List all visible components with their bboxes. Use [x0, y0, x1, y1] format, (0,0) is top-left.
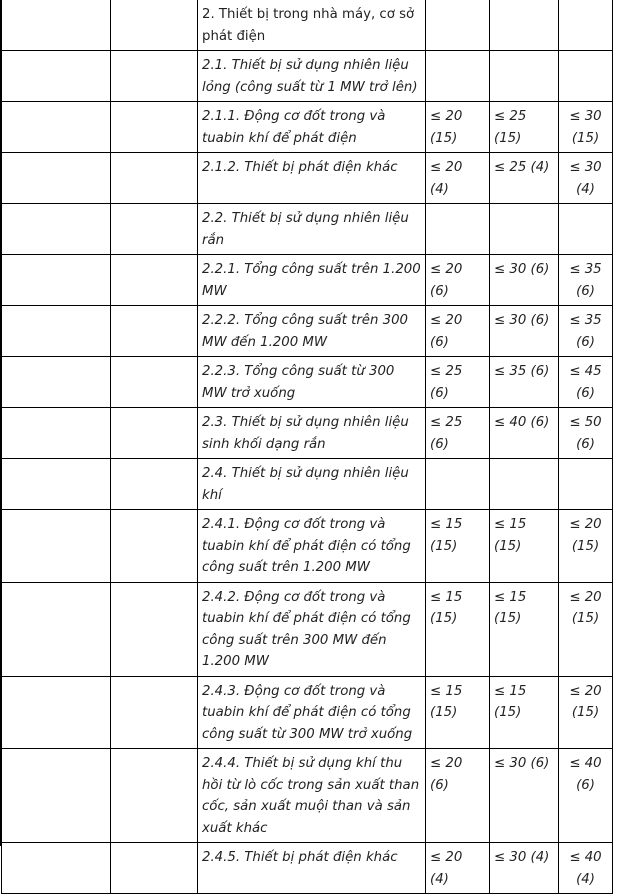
limit-value-a: ≤ 15 (15) — [426, 676, 490, 749]
empty-cell-col1 — [2, 408, 111, 459]
limit-value-a: ≤ 20 (15) — [426, 102, 490, 153]
table-row — [2, 408, 613, 459]
empty-cell-col1 — [2, 306, 111, 357]
empty-cell-col2 — [111, 582, 198, 676]
empty-cell-col1 — [2, 102, 111, 153]
limit-value-b: ≤ 30 (4) — [490, 843, 559, 894]
limit-value-b: ≤ 15 (15) — [490, 510, 559, 583]
table-row — [2, 204, 613, 255]
table-row — [2, 749, 613, 843]
limit-value-c: ≤ 40 (4) — [559, 843, 613, 894]
limit-value-a: ≤ 20 (6) — [426, 749, 490, 843]
row-label: 2.2.3. Tổng công suất từ 300 MW trở xuống — [198, 357, 426, 408]
limit-value-c: ≤ 20 (15) — [559, 510, 613, 583]
limit-value-c: ≤ 35 (6) — [559, 255, 613, 306]
table-row — [2, 459, 613, 510]
limit-value-a: ≤ 20 (6) — [426, 255, 490, 306]
empty-cell-col1 — [2, 357, 111, 408]
limit-value-b: ≤ 25 (15) — [490, 102, 559, 153]
row-label: 2. Thiết bị trong nhà máy, cơ sở phát điện — [198, 0, 426, 51]
empty-cell-col2 — [111, 102, 198, 153]
row-label: 2.2.1. Tổng công suất trên 1.200 MW — [198, 255, 426, 306]
row-label: 2.4.5. Thiết bị phát điện khác — [198, 843, 426, 894]
empty-cell-col2 — [111, 306, 198, 357]
empty-cell-col1 — [2, 0, 111, 51]
limit-value-a — [426, 51, 490, 102]
row-label: 2.4.2. Động cơ đốt trong và tuabin khí để phát điện có tổng công suất trên 300 MW đến 1.200 MW — [198, 582, 426, 676]
table-row — [2, 582, 613, 676]
table-row — [2, 843, 613, 894]
limit-value-a: ≤ 15 (15) — [426, 582, 490, 676]
limit-value-b — [490, 51, 559, 102]
row-label: 2.4. Thiết bị sử dụng nhiên liệu khí — [198, 459, 426, 510]
row-label: 2.1.2. Thiết bị phát điện khác — [198, 153, 426, 204]
empty-cell-col1 — [2, 153, 111, 204]
limit-value-a: ≤ 25 (6) — [426, 357, 490, 408]
empty-cell-col2 — [111, 255, 198, 306]
limit-value-a: ≤ 20 (6) — [426, 306, 490, 357]
table-row — [2, 153, 613, 204]
limit-value-c — [559, 459, 613, 510]
empty-cell-col2 — [111, 357, 198, 408]
empty-cell-col1 — [2, 459, 111, 510]
table-row — [2, 676, 613, 749]
empty-cell-col1 — [2, 255, 111, 306]
limit-value-c: ≤ 35 (6) — [559, 306, 613, 357]
limit-value-c: ≤ 40 (6) — [559, 749, 613, 843]
table-row — [2, 51, 613, 102]
emission-limits-table — [1, 0, 613, 894]
empty-cell-col2 — [111, 204, 198, 255]
row-label: 2.4.3. Động cơ đốt trong và tuabin khí để phát điện có tổng công suất từ 300 MW trở xuống — [198, 676, 426, 749]
row-label: 2.2.2. Tổng công suất trên 300 MW đến 1.200 MW — [198, 306, 426, 357]
limit-value-c — [559, 51, 613, 102]
limit-value-b: ≤ 30 (6) — [490, 255, 559, 306]
limit-value-c: ≤ 45 (6) — [559, 357, 613, 408]
limit-value-b — [490, 204, 559, 255]
limit-value-b: ≤ 30 (6) — [490, 306, 559, 357]
limit-value-c: ≤ 20 (15) — [559, 676, 613, 749]
row-label: 2.1. Thiết bị sử dụng nhiên liệu lỏng (công suất từ 1 MW trở lên) — [198, 51, 426, 102]
empty-cell-col2 — [111, 510, 198, 583]
limit-value-a — [426, 459, 490, 510]
limit-value-a: ≤ 25 (6) — [426, 408, 490, 459]
limit-value-b: ≤ 25 (4) — [490, 153, 559, 204]
table-row — [2, 102, 613, 153]
limit-value-c — [559, 0, 613, 51]
limit-value-c: ≤ 20 (15) — [559, 582, 613, 676]
limit-value-b: ≤ 35 (6) — [490, 357, 559, 408]
limit-value-a: ≤ 20 (4) — [426, 153, 490, 204]
table-row — [2, 255, 613, 306]
table-row — [2, 0, 613, 51]
empty-cell-col1 — [2, 749, 111, 843]
limit-value-a — [426, 204, 490, 255]
limit-value-b: ≤ 30 (6) — [490, 749, 559, 843]
table-row — [2, 510, 613, 583]
limit-value-b — [490, 0, 559, 51]
empty-cell-col2 — [111, 408, 198, 459]
limit-value-c — [559, 204, 613, 255]
limit-value-c: ≤ 50 (6) — [559, 408, 613, 459]
empty-cell-col2 — [111, 749, 198, 843]
limit-value-c: ≤ 30 (4) — [559, 153, 613, 204]
empty-cell-col2 — [111, 0, 198, 51]
row-label: 2.4.1. Động cơ đốt trong và tuabin khí để phát điện có tổng công suất trên 1.200 MW — [198, 510, 426, 583]
row-label: 2.1.1. Động cơ đốt trong và tuabin khí để phát điện — [198, 102, 426, 153]
limit-value-b: ≤ 15 (15) — [490, 676, 559, 749]
empty-cell-col2 — [111, 153, 198, 204]
empty-cell-col1 — [2, 676, 111, 749]
limit-value-a: ≤ 15 (15) — [426, 510, 490, 583]
table-row — [2, 306, 613, 357]
row-label: 2.2. Thiết bị sử dụng nhiên liệu rắn — [198, 204, 426, 255]
limit-value-b: ≤ 15 (15) — [490, 582, 559, 676]
table-row — [2, 357, 613, 408]
row-label: 2.3. Thiết bị sử dụng nhiên liệu sinh khối dạng rắn — [198, 408, 426, 459]
empty-cell-col1 — [2, 510, 111, 583]
empty-cell-col1 — [2, 582, 111, 676]
limit-value-a: ≤ 20 (4) — [426, 843, 490, 894]
limit-value-c: ≤ 30 (15) — [559, 102, 613, 153]
empty-cell-col2 — [111, 459, 198, 510]
row-label: 2.4.4. Thiết bị sử dụng khí thu hồi từ lò cốc trong sản xuất than cốc, sản xuất muội than và sản xuất khác — [198, 749, 426, 843]
empty-cell-col1 — [2, 843, 111, 894]
empty-cell-col1 — [2, 204, 111, 255]
empty-cell-col2 — [111, 676, 198, 749]
empty-cell-col2 — [111, 51, 198, 102]
limit-value-b — [490, 459, 559, 510]
empty-cell-col1 — [2, 51, 111, 102]
empty-cell-col2 — [111, 843, 198, 894]
limit-value-a — [426, 0, 490, 51]
limit-value-b: ≤ 40 (6) — [490, 408, 559, 459]
